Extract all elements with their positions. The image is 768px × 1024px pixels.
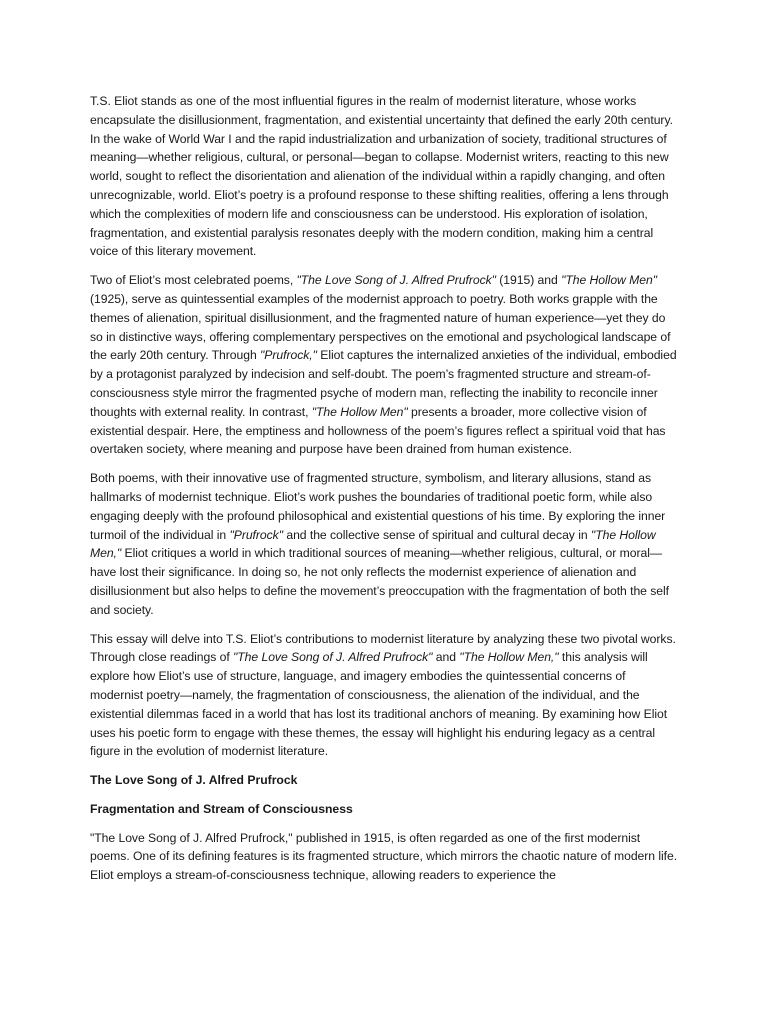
poem-title-prufrock: "Prufrock"	[229, 527, 283, 542]
text-run: and	[432, 650, 460, 665]
text-run: and the collective sense of spiritual and cultural decay in	[283, 527, 591, 542]
text-run: This essay will delve into T.S. Eliot’s contributions to modernist literature by analyzing these two pivotal works. Through close readings of	[90, 631, 676, 665]
text-run: this analysis will explore how Eliot’s use of structure, language, and imagery embodies the quintessential concerns of modernist poetry—namely, the fragmentation of consciousness, the alienation of the individual, and the existential dilemmas faced in a world that has lost its traditional anchors of meaning. By examining how Eliot uses his poetic form to engage with these themes, the essay will highlight his enduring legacy as a central figure in the evolution of modernist literature.	[90, 650, 668, 759]
paragraph-poems-overview	[90, 271, 678, 459]
poem-title-hollow-men: "The Hollow Men"	[311, 404, 408, 419]
paragraph-intro: T.S. Eliot stands as one of the most influential figures in the realm of modernist literature, whose works encapsulate the disillusionment, fragmentation, and existential uncertainty that defined the early 20th century. In the wake of World War I and the rapid industrialization and urbanization of society, traditional structures of meaning—whether religious, cultural, or personal—began to collapse. Modernist writers, reacting to this new world, sought to reflect the disorientation and alienation of the individual within a rapidly changing, and often unrecognizable, world. Eliot’s poetry is a profound response to these shifting realities, offering a lens through which the complexities of modern life and consciousness can be understood. His exploration of isolation, fragmentation, and existential paralysis resonates deeply with the modern condition, making him a central voice of this literary movement.	[90, 94, 673, 259]
text-run: Both poems, with their innovative use of fragmented structure, symbolism, and literary allusions, stand as hallmarks of modernist technique. Eliot’s work pushes the boundaries of traditional poetic form, while also engaging deeply with the profound philosophical and existential questions of his time. By exploring the inner turmoil of the individual in	[90, 471, 666, 542]
poem-title-prufrock: "Prufrock,"	[260, 348, 317, 363]
text-run: Two of Eliot’s most celebrated poems,	[90, 273, 297, 288]
text-run: (1915) and	[495, 273, 562, 288]
text-run: Eliot critiques a world in which traditional sources of meaning—whether religious, cultural, or moral—have lost their significance. In doing so, he not only reflects the modernist experience of alienation and disillusionment but also helps to define the movement’s preoccupation with the fragmentation of both the self and society.	[90, 546, 669, 617]
text-run: Eliot captures the internalized anxieties of the individual, embodied by a protagonist paralyzed by indecision and self-doubt. The poem’s fragmented structure and stream-of-consciousness style mirror the fragmented psyche of modern man, reflecting the inability to reconcile inner thoughts with external reality. In contrast,	[90, 348, 677, 419]
poem-title-prufrock: "The Love Song of J. Alfred Prufrock"	[233, 650, 433, 665]
paragraph-modernist-technique	[90, 469, 678, 619]
text-run: presents a broader, more collective vision of existential despair. Here, the emptiness and hollowness of the poem’s figures reflect a spiritual void that has overtaken society, where meaning and purpose have been drained from human existence.	[90, 404, 666, 457]
poem-title-hollow-men: "The Hollow Men,"	[90, 527, 656, 561]
section-heading: The Love Song of J. Alfred Prufrock	[90, 773, 298, 788]
poem-title-hollow-men: "The Hollow Men,"	[459, 650, 559, 665]
text-run: (1925), serve as quintessential examples of the modernist approach to poetry. Both works grapple with the themes of alienation, spiritual disillusionment, and the fragmented nature of human experience—yet they do so in distinctive ways, offering complementary perspectives on the emotional and psychological landscape of the early 20th century. Through	[90, 291, 671, 363]
subsection-heading: Fragmentation and Stream of Consciousness	[90, 801, 353, 816]
poem-title-prufrock: "The Love Song of J. Alfred Prufrock"	[296, 273, 496, 288]
poem-title-hollow-men: "The Hollow Men"	[561, 273, 657, 288]
paragraph-prufrock-intro: "The Love Song of J. Alfred Prufrock," published in 1915, is often regarded as one of the first modernist poems. One of its defining features is its fragmented structure, which mirrors the chaotic nature of modern life. Eliot employs a stream-of-consciousness technique, allowing readers to experience the	[90, 830, 678, 883]
paragraph-essay-outline	[90, 630, 678, 762]
